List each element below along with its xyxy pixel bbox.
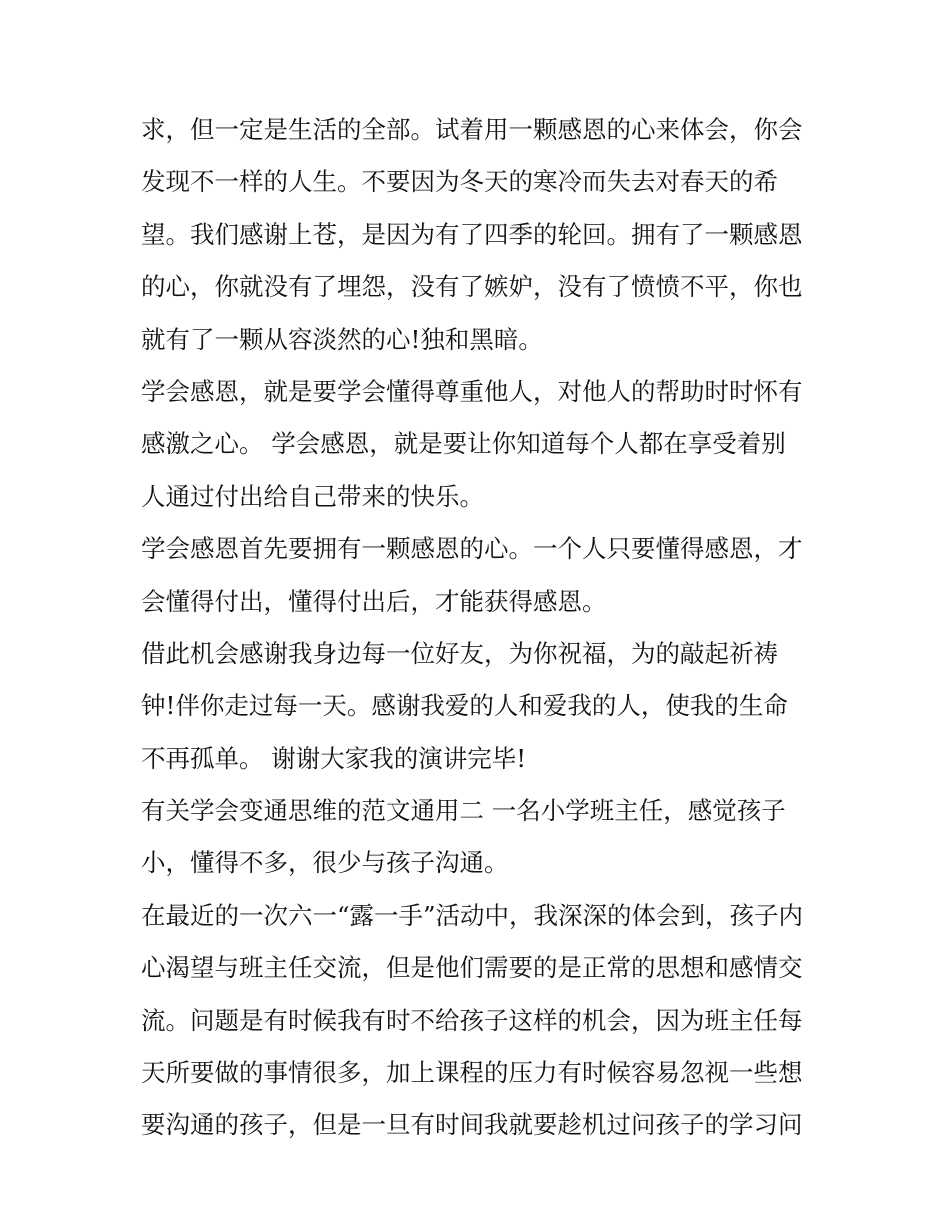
text-line: 学会感恩首先要拥有一颗感恩的心。一个人只要懂得感恩，才 — [141, 534, 803, 564]
body-text — [141, 104, 813, 1152]
text-line: 感激之心。 学会感恩，就是要让你知道每个人都在享受着别 — [141, 429, 786, 459]
text-line: 不再孤单。 谢谢大家我的演讲完毕! — [141, 743, 527, 773]
text-line: 有关学会变通思维的范文通用二 一名小学班主任，感觉孩子 — [141, 796, 786, 826]
text-line: 发现不一样的人生。不要因为冬天的寒冷而失去对春天的希 — [141, 167, 778, 197]
text-line: 心渴望与班主任交流，但是他们需要的是正常的思想和感情交 — [141, 953, 803, 983]
text-line: 学会感恩，就是要学会懂得尊重他人，对他人的帮助时时怀有 — [141, 376, 803, 406]
text-line: 钟!伴你走过每一天。感谢我爱的人和爱我的人，使我的生命 — [141, 691, 788, 721]
text-line: 的心，你就没有了埋怨，没有了嫉妒，没有了愤愤不平，你也 — [141, 272, 803, 302]
text-line: 要沟通的孩子，但是一旦有时间我就要趁机过问孩子的学习问 — [141, 1110, 803, 1140]
text-line: 在最近的一次六一“露一手”活动中，我深深的体会到，孩子内 — [141, 900, 804, 930]
text-line: 借此机会感谢我身边每一位好友，为你祝福，为的敲起祈祷 — [141, 638, 778, 668]
text-line: 流。问题是有时候我有时不给孩子这样的机会，因为班主任每 — [141, 1005, 803, 1035]
text-line: 望。我们感谢上苍，是因为有了四季的轮回。拥有了一颗感恩 — [141, 219, 803, 249]
text-line: 小，懂得不多，很少与孩子沟通。 — [141, 848, 509, 878]
text-line: 就有了一颗从容淡然的心!独和黑暗。 — [141, 324, 543, 354]
text-line: 人通过付出给自己带来的快乐。 — [141, 481, 484, 511]
text-line: 求，但一定是生活的全部。试着用一颗感恩的心来体会，你会 — [141, 115, 803, 144]
text-line: 会懂得付出，懂得付出后，才能获得感恩。 — [141, 586, 607, 616]
text-line: 天所要做的事情很多，加上课程的压力有时候容易忽视一些想 — [141, 1058, 803, 1088]
